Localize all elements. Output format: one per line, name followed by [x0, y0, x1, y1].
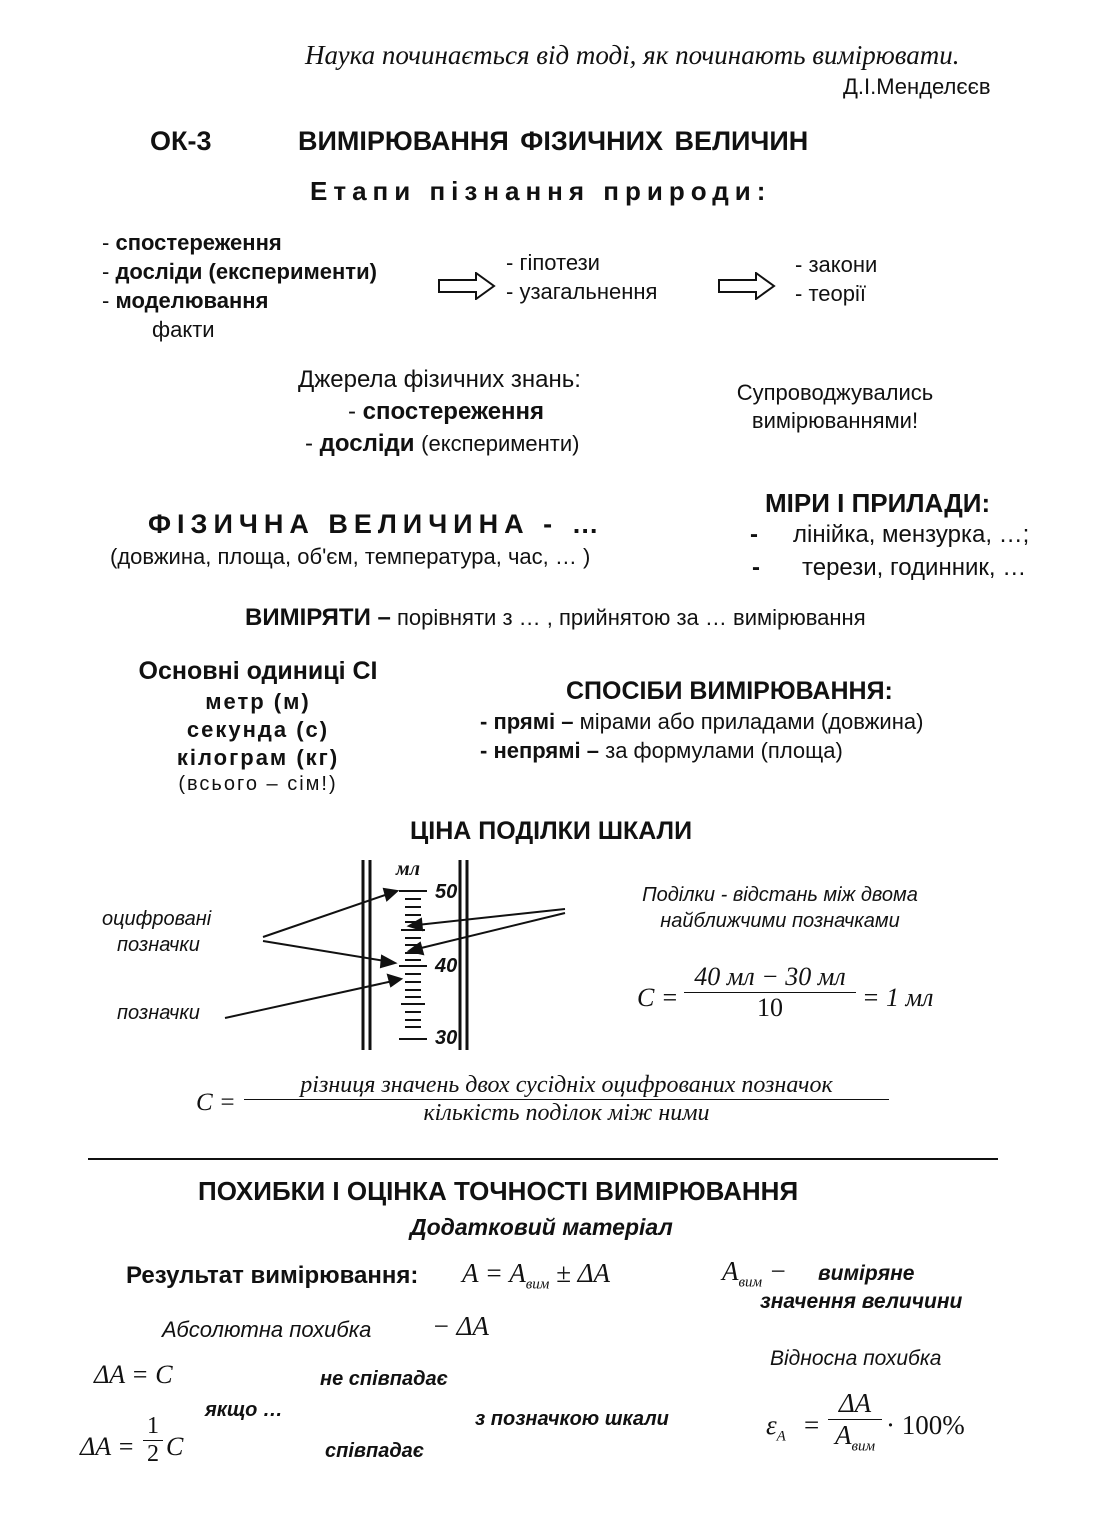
example-formula-denominator: 10 [757, 993, 783, 1022]
label-digitized-marks-1: оцифровані [102, 908, 212, 930]
errors-title: ПОХИБКИ І ОЦІНКА ТОЧНОСТІ ВИМІРЮВАННЯ [198, 1176, 799, 1206]
measured-symbol [722, 1256, 787, 1291]
stages-col1-item-2 [102, 259, 377, 285]
dash: - [102, 259, 116, 284]
example-formula-rhs: = 1 мл [862, 983, 934, 1012]
result-formula-tail: ± ΔA [549, 1258, 610, 1288]
methods-direct [480, 709, 923, 735]
page-code: ОК-3 [150, 126, 212, 156]
methods-indirect-text: за формулами (площа) [605, 738, 843, 763]
errors-subtitle: Додатковий матеріал [410, 1214, 673, 1240]
dash: - [102, 230, 116, 255]
result-formula-main: A = A [462, 1258, 526, 1288]
scale-title: ЦІНА ПОДІЛКИ ШКАЛИ [410, 817, 693, 845]
measures-title: МІРИ І ПРИЛАДИ: [765, 488, 991, 518]
sources-title: Джерела фізичних знань: [298, 366, 581, 393]
measured-symbol-dash: − [762, 1256, 788, 1286]
relative-error-den-main: A [834, 1420, 852, 1450]
dash: - [102, 288, 116, 313]
si-title: Основні одиниці СІ [138, 657, 378, 685]
measure-definition [245, 604, 866, 632]
label-marks: позначки [117, 1002, 200, 1024]
sources-item-1 [348, 398, 544, 426]
scale-ticks [399, 891, 427, 1039]
measures-item-1: лінійка, мензурка, …; [793, 521, 1030, 548]
if-label: якщо … [205, 1399, 283, 1421]
stages-col3-item-2: - теорії [795, 281, 866, 306]
absolute-error-label: Абсолютна похибка [162, 1317, 372, 1342]
measured-symbol-sub: вим [738, 1274, 763, 1291]
hollow-arrow-icon [718, 272, 776, 300]
half-tail: C [166, 1432, 184, 1461]
stages-col2-item-2: - узагальнення [506, 279, 658, 304]
epigraph-quote: Наука починається від тоді, як починають вимірювати. [305, 40, 960, 70]
dash: - [348, 398, 363, 425]
relative-error-equals: = [804, 1410, 820, 1440]
stages-col3-item-1: - закони [795, 252, 878, 277]
coincide-label: співпадає [325, 1440, 425, 1462]
pointer-arrows [225, 889, 565, 1018]
epigraph-author: Д.І.Менделєєв [843, 74, 991, 99]
source-experiments-note: (експерименти) [421, 431, 580, 456]
quantity-title: ФІЗИЧНА ВЕЛИЧИНА - … [148, 509, 605, 539]
general-formula-fraction [244, 1072, 889, 1127]
relative-error-numerator: ΔA [838, 1388, 872, 1418]
hollow-arrow-icon [438, 272, 496, 300]
example-formula-lhs: C = [637, 983, 679, 1012]
absolute-error-symbol: − ΔA [432, 1311, 489, 1341]
si-note: (всього – сім!) [178, 773, 338, 795]
dash: - [305, 430, 320, 457]
stages-title: Етапи пізнання природи: [310, 176, 772, 206]
quantity-examples: (довжина, площа, об'єм, температура, час, … ) [110, 544, 591, 569]
delta-equals-c: ΔA = C [94, 1360, 173, 1389]
measures-bullet: - [752, 554, 760, 581]
stage-modelling: моделювання [115, 288, 269, 313]
scale-tick-50: 50 [435, 881, 458, 903]
general-formula-lhs: C = [196, 1089, 236, 1116]
label-digitized-marks-2: позначки [117, 934, 200, 956]
stages-col1-item-3 [102, 288, 268, 314]
general-formula-denominator: кількість поділок між ними [423, 1100, 710, 1126]
half-denominator: 2 [147, 1441, 159, 1467]
page-title: ВИМІРЮВАННЯ ФІЗИЧНИХ ВЕЛИЧИН [298, 126, 809, 156]
half-numerator: 1 [147, 1413, 159, 1439]
relative-error-eps: ε [766, 1410, 777, 1440]
general-formula-numerator: різниця значень двох сусідніх оцифрованих позначок [300, 1072, 833, 1098]
measure-term: ВИМІРЯТИ – [245, 604, 391, 631]
sources-item-2 [305, 430, 579, 458]
relative-error-den-sub: вим [851, 1438, 876, 1455]
scale-tick-30: 30 [435, 1027, 458, 1049]
si-unit-second: секунда (с) [186, 717, 330, 742]
relative-error-label: Відносна похибка [770, 1347, 942, 1370]
methods-title: СПОСІБИ ВИМІРЮВАННЯ: [566, 677, 893, 705]
result-formula [462, 1258, 610, 1293]
relative-error-tail: · 100% [886, 1410, 965, 1440]
relative-error-eps-sub: A [776, 1428, 786, 1445]
stages-col2-item-1: - гіпотези [506, 250, 600, 275]
methods-indirect [480, 738, 843, 764]
sources-side-note-1: Супроводжувались [736, 380, 934, 405]
methods-indirect-term: - непрямі – [480, 738, 599, 763]
example-formula-numerator: 40 мл − 30 мл [694, 962, 846, 991]
stage-observation: спостереження [115, 230, 282, 255]
source-experiments: досліди [319, 430, 415, 457]
example-formula-fraction [684, 962, 856, 1023]
stage-experiments: досліди (експерименти) [115, 259, 377, 284]
methods-direct-term: - прямі – [480, 709, 574, 734]
result-label: Результат вимірювання: [126, 1262, 419, 1289]
stages-col1-item-1 [102, 230, 282, 256]
division-definition-1: Поділки - відстань між двома [642, 884, 918, 906]
measure-text: порівняти з … , прийнятою за … вимірювання [396, 605, 866, 630]
division-definition-2: найближчими позначками [660, 910, 900, 932]
result-formula-sub: вим [525, 1276, 550, 1293]
si-unit-kilogram: кілограм (кг) [176, 745, 340, 770]
measures-item-2: терези, годинник, … [802, 554, 1027, 581]
scale-unit-label: мл [396, 858, 420, 880]
relative-error-lhs [766, 1410, 786, 1445]
sources-side-note-2: вимірюваннями! [751, 408, 919, 433]
relative-error-fraction [828, 1388, 882, 1455]
measures-bullet: - [750, 521, 758, 548]
methods-direct-text: мірами або приладами (довжина) [579, 709, 924, 734]
relative-error-denominator [828, 1420, 882, 1455]
not-coincide-label: не співпадає [320, 1368, 448, 1390]
scale-tick-40: 40 [435, 955, 458, 977]
with-mark-label: з позначкою шкали [475, 1408, 669, 1430]
measured-text-2: значення величини [760, 1290, 963, 1313]
measured-symbol-main: A [722, 1256, 739, 1286]
section-divider [88, 1158, 998, 1160]
delta-half-lhs: ΔA = [80, 1432, 135, 1461]
si-unit-meter: метр (м) [205, 689, 311, 714]
source-observation: спостереження [362, 398, 545, 425]
measured-text-1: виміряне [818, 1262, 915, 1285]
half-fraction [143, 1413, 163, 1468]
stages-facts-note: факти [152, 317, 215, 342]
